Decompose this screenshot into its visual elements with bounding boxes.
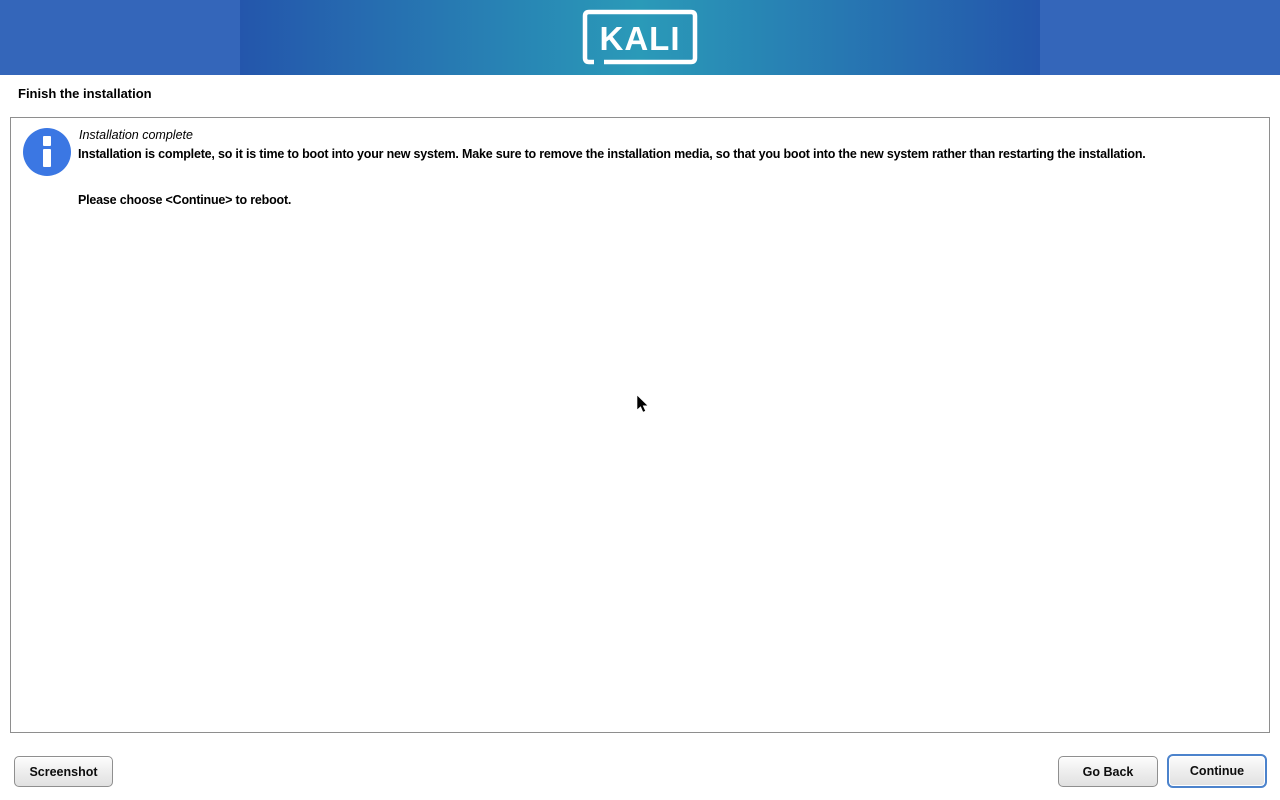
screenshot-button-label: Screenshot	[29, 764, 98, 779]
dialog-prompt-text: Please choose <Continue> to reboot.	[78, 193, 292, 207]
kali-logo-text: KALI	[599, 20, 681, 57]
continue-button[interactable]	[1167, 754, 1267, 788]
go-back-button-label: Go Back	[1082, 764, 1134, 779]
banner-left-fill	[0, 0, 240, 75]
banner-right-fill	[1040, 0, 1280, 75]
go-back-button[interactable]	[1058, 756, 1158, 787]
kali-logo-icon	[582, 7, 698, 67]
info-icon	[23, 128, 71, 176]
page-title: Finish the installation	[18, 86, 152, 101]
dialog-body-text: Installation is complete, so it is time to boot into your new system. Make sure to remove the installation media, so that you boot into the new system rather than restarting the installation.	[78, 147, 1146, 161]
continue-button-label: Continue	[1189, 764, 1245, 778]
screenshot-button[interactable]	[14, 756, 113, 787]
dialog-heading: Installation complete	[79, 128, 193, 142]
dialog-panel	[10, 117, 1270, 733]
top-banner	[0, 0, 1280, 75]
